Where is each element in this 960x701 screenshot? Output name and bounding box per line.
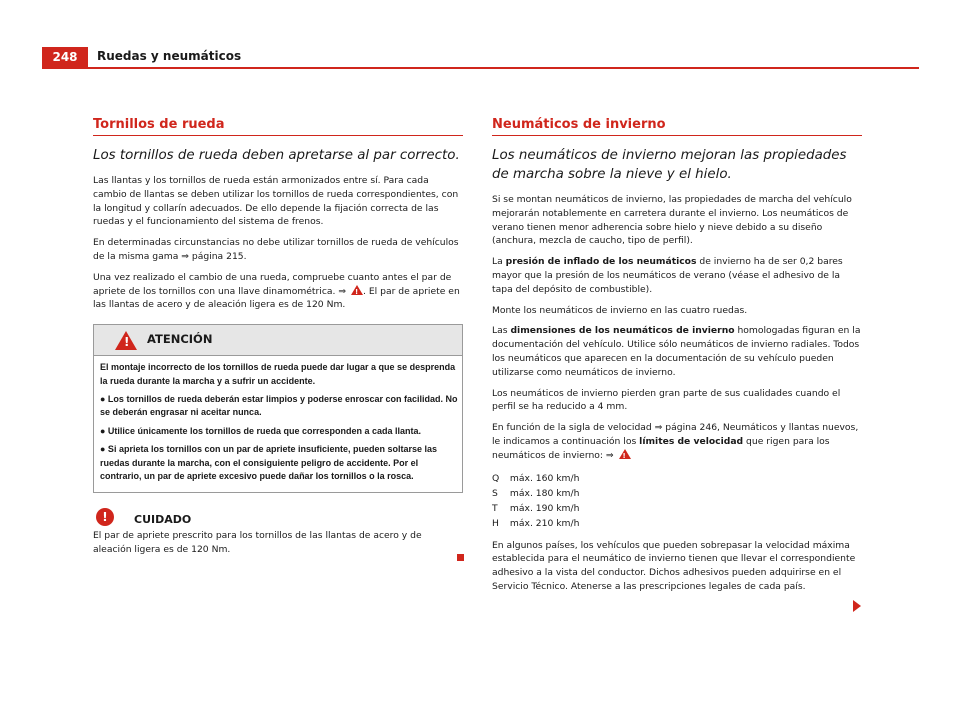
- warning-box: [93, 324, 463, 493]
- paragraph: En determinadas circunstancias no debe utilizar tornillos de rueda de vehículos de la misma gama ⇒ página 215.: [93, 237, 459, 262]
- warning-title: ATENCIÓN: [147, 332, 213, 347]
- warning-triangle-icon: !: [115, 331, 137, 350]
- paragraph: Las llantas y los tornillos de rueda están armonizados entre sí. Para cada cambio de llantas se deben utilizar los tornillos de rueda correspondientes, con la longitud y collarín adecuados. De ello depende la fijación correcta de las ruedas y el funcionamiento del sistema de frenos.: [93, 175, 459, 228]
- section-heading-wheel-bolts: Tornillos de rueda: [93, 117, 225, 132]
- warning-bullet: ● Si aprieta los tornillos con un par de apriete insuficiente, pueden soltarse las ruedas durante la marcha, con el consiguiente peligro de accidente. Por el contrario, un par de apriete excesivo puede dañar los tornillos o la rosca.: [100, 444, 438, 482]
- warning-icon: [619, 449, 631, 459]
- paragraph: Los neumáticos de invierno pierden gran parte de sus cualidades cuando el perfil se ha reducido a 4 mm.: [492, 387, 841, 413]
- caution-icon: !: [96, 508, 114, 526]
- warning-bullet: ● Los tornillos de rueda deberán estar limpios y poderse enroscar con facilidad. No se deberán engrasar ni aceitar nunca.: [100, 393, 458, 418]
- speed-row: Q máx. 160 km/h: [492, 472, 580, 484]
- page-number: 248: [42, 47, 88, 67]
- header-divider: [42, 67, 919, 69]
- caution-note: [93, 508, 463, 557]
- paragraph: Las dimensiones de los neumáticos de invierno homologadas figuran en la documentación del vehículo. Utilice sólo neumáticos de invierno radiales. Todos los neumáticos que aparecen en la documentación de su vehículo pueden utilizarse como neumáticos de invierno.: [492, 325, 861, 378]
- warning-bullet: ● Utilice únicamente los tornillos de rueda que corresponden a cada llanta.: [100, 425, 422, 436]
- speed-row: T máx. 190 km/h: [492, 502, 580, 514]
- section-heading-winter-tyres: Neumáticos de invierno: [492, 117, 666, 132]
- paragraph: En función de la sigla de velocidad ⇒ página 246, Neumáticos y llantas nuevos, le indicamos a continuación los límites de velocidad que rigen para los neumáticos de invierno: ⇒ !: [492, 421, 862, 462]
- warning-box-body: [94, 356, 462, 492]
- speed-row: H máx. 210 km/h: [492, 517, 580, 529]
- caution-text: El par de apriete prescrito para los tornillos de las llantas de acero y de aleación ligera es de 120 Nm.: [93, 530, 422, 556]
- paragraph: Una vez realizado el cambio de una rueda, compruebe cuanto antes el par de apriete de los tornillos con una llave dinamométrica. ⇒ ! . El par de apriete en las llantas de acero y de aleación ligera es de 120 Nm.: [93, 271, 463, 312]
- section-lead: Los neumáticos de invierno mejoran las propiedades de marcha sobre la nieve y el hielo.: [492, 148, 847, 182]
- chapter-title: Ruedas y neumáticos: [97, 49, 242, 63]
- paragraph: Si se montan neumáticos de invierno, las propiedades de marcha del vehículo mejorarán notablemente en carretera durante el invierno. Los neumáticos de verano tienen menor adherencia sobre hielo y nieve debido a su diseño (anchura, mezcla de caucho, tipo de perfil).: [492, 194, 852, 247]
- warning-intro: El montaje incorrecto de los tornillos de rueda puede dar lugar a que se desprenda la rueda durante la marcha y a sufrir un accidente.: [100, 362, 456, 386]
- continue-arrow-icon: [853, 600, 861, 612]
- warning-box-header: [94, 325, 462, 356]
- caution-title: CUIDADO: [134, 513, 192, 527]
- warning-icon: [351, 285, 363, 295]
- speed-limit-list: [492, 471, 862, 531]
- paragraph: En algunos países, los vehículos que pueden sobrepasar la velocidad máxima establecida para el neumático de invierno tienen que llevar el correspondiente adhesivo a la vista del conductor. Dichos adhesivos pueden adquirirse en el Servicio Técnico. Atenerse a las prescripciones legales de cada país.: [492, 539, 856, 592]
- heading-rule: [492, 135, 862, 136]
- end-of-section-marker: [457, 554, 464, 561]
- speed-row: S máx. 180 km/h: [492, 487, 580, 499]
- paragraph: La presión de inflado de los neumáticos de invierno ha de ser 0,2 bares mayor que la presión de los neumáticos de verano (véase el adhesivo de la tapa del depósito de combustible).: [492, 256, 843, 295]
- heading-rule: [93, 135, 463, 136]
- section-lead: Los tornillos de rueda deben apretarse al par correcto.: [93, 148, 460, 163]
- left-column: [93, 117, 463, 564]
- paragraph: Monte los neumáticos de invierno en las cuatro ruedas.: [492, 304, 748, 316]
- right-column: [492, 117, 862, 601]
